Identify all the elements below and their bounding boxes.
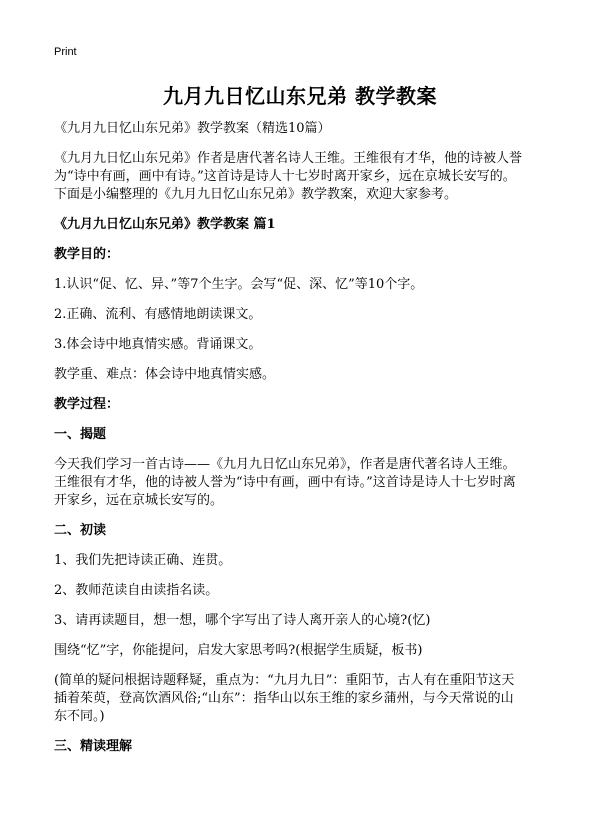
part3-heading: 三、精读理解 xyxy=(54,739,133,754)
part1-heading: 一、揭题 xyxy=(54,427,107,442)
part1-line: 开家乡，远在京城长安写的。 xyxy=(54,493,224,508)
intro-line: 为“诗中有画，画中有诗。”这首诗是诗人十七岁时离开家乡，远在京城长安写的。 xyxy=(54,169,516,184)
part1-line: 今天我们学习一首古诗——《九月九日忆山东兄弟》，作者是唐代著名诗人王维。 xyxy=(54,457,516,472)
part2-note-line: (简单的疑问根据诗题释疑，重点为：“九月九日”：重阳节，古人有在重阳节这天 xyxy=(54,673,515,688)
document-subtitle: 《九月九日忆山东兄弟》教学教案（精选10篇） xyxy=(54,121,331,136)
part2-note-line: 东不同。) xyxy=(54,709,105,724)
part2-item: 3、请再读题目，想一想，哪个字写出了诗人离开亲人的心境?(忆) xyxy=(54,613,431,628)
goal-item: 1.认识“促、忆、异、”等7个生字。会写“促、深、忆”等10个字。 xyxy=(54,277,424,292)
part2-item: 2、教师范读自由读指名读。 xyxy=(54,583,219,598)
intro-line: 下面是小编整理的《九月九日忆山东兄弟》教学教案，欢迎大家参考。 xyxy=(54,187,458,202)
part2-item: 1、我们先把诗读正确、连贯。 xyxy=(54,553,232,568)
document-title: 九月九日忆山东兄弟 教学教案 xyxy=(163,84,437,108)
goal-item: 3.体会诗中地真情实感。背诵课文。 xyxy=(54,337,262,352)
intro-line: 《九月九日忆山东兄弟》作者是唐代著名诗人王维。王维很有才华，他的诗被人誉 xyxy=(54,151,523,166)
part2-heading: 二、初读 xyxy=(54,523,107,538)
part1-line: 王维很有才华，他的诗被人誉为“诗中有画，画中有诗。”这首诗是诗人十七岁时离 xyxy=(54,475,516,490)
key-points: 教学重、难点：体会诗中地真情实感。 xyxy=(54,367,276,382)
process-heading: 教学过程： xyxy=(54,397,120,412)
part2-note-line: 插着茱萸，登高饮酒风俗;“山东”：指华山以东王维的家乡蒲州，与今天常说的山 xyxy=(54,691,514,706)
goals-heading: 教学目的： xyxy=(54,247,120,262)
section-heading: 《九月九日忆山东兄弟》教学教案 篇1 xyxy=(54,217,276,232)
print-label: Print xyxy=(54,46,77,58)
document-body xyxy=(54,120,554,756)
goal-item: 2.正确、流利、有感情地朗读课文。 xyxy=(54,307,262,322)
part2-item: 围绕“忆”字，你能提问，启发大家思考吗?(根据学生质疑，板书) xyxy=(54,643,423,658)
